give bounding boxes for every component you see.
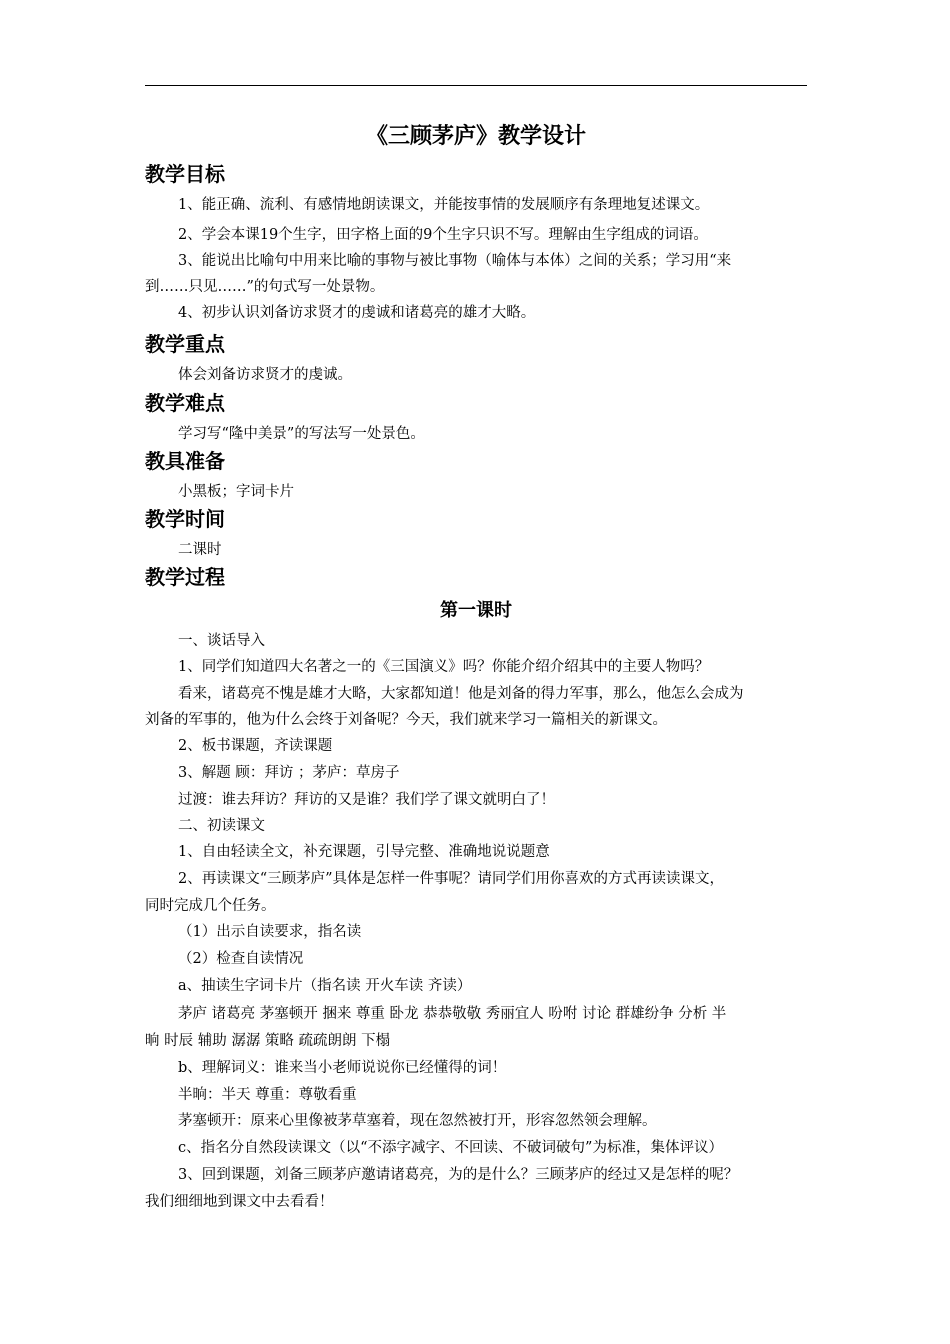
process-line: 二、初读课文: [178, 818, 265, 834]
goal-item-3-cont: 到……只见……”的句式写一处景物。: [145, 279, 385, 295]
heading-key-point: 教学重点: [145, 332, 225, 356]
goal-item-4: 4、初步认识刘备访求贤才的虔诚和诸葛亮的雄才大略。: [178, 305, 536, 321]
header-rule: [145, 85, 807, 86]
materials-text: 小黑板；字词卡片: [178, 484, 294, 500]
goal-item-2: 2、学会本课19个生字，田字格上面的9个生字只识不写。理解由生字组成的词语。: [178, 227, 708, 243]
process-line: 过渡：谁去拜访？拜访的又是谁？我们学了课文就明白了！: [178, 792, 555, 808]
process-line: 2、再读课文“三顾茅庐”具体是怎样一件事呢？请同学们用你喜欢的方式再读读课文，: [178, 871, 725, 887]
lesson-title: 第一课时: [440, 600, 512, 621]
process-line: 同时完成几个任务。: [145, 898, 276, 914]
process-line: 3、解题 顾：拜访 ；茅庐：草房子: [178, 765, 400, 781]
process-line: 看来，诸葛亮不愧是雄才大略，大家都知道！他是刘备的得力军事，那么，他怎么会成为: [178, 686, 744, 702]
process-line: 2、板书课题，齐读课题: [178, 738, 333, 754]
process-line: （1）出示自读要求，指名读: [178, 924, 362, 940]
process-line: c、指名分自然段读课文（以“不添字减字、不回读、不破词破句”为标准，集体评议）: [178, 1140, 723, 1156]
process-line: 我们细细地到课文中去看看！: [145, 1194, 334, 1210]
difficulty-text: 学习写“隆中美景”的写法写一处景色。: [178, 426, 425, 442]
process-line: （2）检查自读情况: [178, 951, 304, 967]
heading-difficulty: 教学难点: [145, 391, 225, 415]
time-text: 二课时: [178, 542, 222, 558]
process-line: 茅塞顿开：原来心里像被茅草塞着，现在忽然被打开，形容忽然领会理解。: [178, 1113, 657, 1129]
process-line: 刘备的军事的，他为什么会终于刘备呢？今天，我们就来学习一篇相关的新课文。: [145, 712, 667, 728]
key-point-text: 体会刘备访求贤才的虔诚。: [178, 367, 352, 383]
process-line: 一、谈话导入: [178, 633, 265, 649]
process-line: 1、同学们知道四大名著之一的《三国演义》吗？你能介绍介绍其中的主要人物吗？: [178, 659, 710, 675]
process-line: 1、自由轻读全文，补充课题，引导完整、准确地说说题意: [178, 844, 550, 860]
goal-item-3: 3、能说出比喻句中用来比喻的事物与被比事物（喻体与本体）之间的关系；学习用“来: [178, 253, 732, 269]
heading-materials: 教具准备: [145, 449, 225, 473]
document-title: 《三顾茅庐》教学设计: [365, 124, 586, 149]
process-line: 3、回到课题，刘备三顾茅庐邀请诸葛亮，为的是什么？三顾茅庐的经过又是怎样的呢？: [178, 1167, 739, 1183]
process-line: 半晌：半天 尊重：尊敬看重: [178, 1087, 357, 1103]
heading-time: 教学时间: [145, 507, 225, 531]
heading-teaching-goals: 教学目标: [145, 162, 225, 186]
goal-item-1: 1、能正确、流利、有感情地朗读课文，并能按事情的发展顺序有条理地复述课文。: [178, 197, 710, 213]
process-line: 晌 时辰 辅助 潺潺 策略 疏疏朗朗 下榻: [145, 1033, 391, 1049]
heading-process: 教学过程: [145, 565, 225, 589]
process-line: 茅庐 诸葛亮 茅塞顿开 捆来 尊重 卧龙 恭恭敬敬 秀丽宜人 吩咐 讨论 群雄纷争 分析 半: [178, 1006, 727, 1022]
process-line: b、理解词义：谁来当小老师说说你已经懂得的词！: [178, 1060, 507, 1076]
process-line: a、抽读生字词卡片（指名读 开火车读 齐读）: [178, 978, 472, 994]
